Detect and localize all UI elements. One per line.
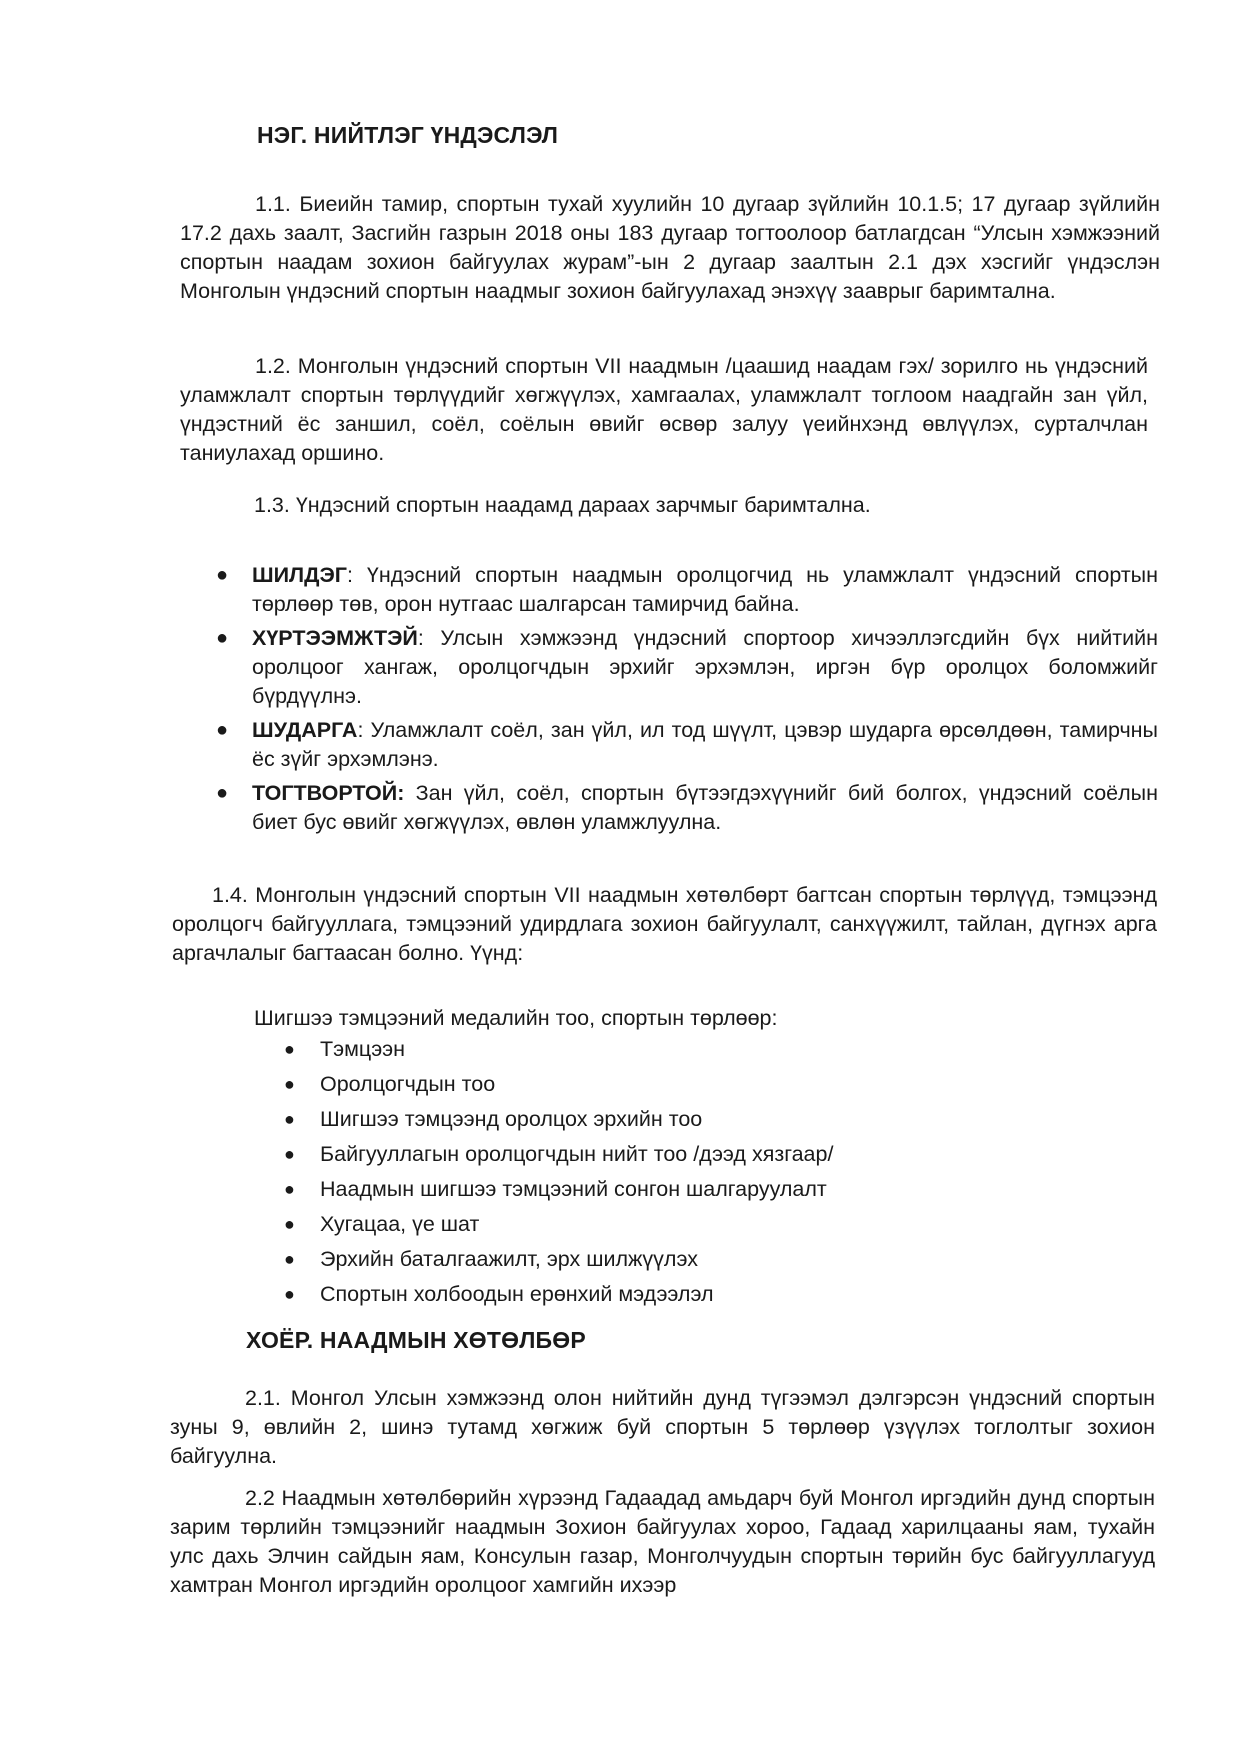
- paragraph-2-1: 2.1. Монгол Улсын хэмжээнд олон нийтийн дунд түгээмэл дэлгэрсэн үндэсний спортын зуны 9, өвлийн 2, шинэ тутамд хөгжиж буй спортын 5 төрлөөр үзүүлэх тоглолтыг зохион байгуулна.: [170, 1386, 1155, 1468]
- paragraph-1-3: 1.3. Үндэсний спортын наадамд дараах зарчмыг баримтална.: [254, 493, 871, 517]
- principle-item: [216, 779, 1158, 837]
- paragraph-1-2: 1.2. Монголын үндэсний спортын VII наадмын /цаашид наадам гэх/ зорилго нь үндэсний уламжлалт спортын төрлүүдийг хөгжүүлэх, хамгаалах, уламжлалт тоглоом наадгайн зан үйл, үндэстний ёс заншил, соёл, соёлын өвийг өсвөр залуу үеийнхэнд өвлүүлэх, сурталчлан таниулахад оршино.: [180, 354, 1148, 465]
- list-item: ● Спортын холбоодын ерөнхий мэдээлэл: [320, 1277, 1140, 1312]
- bullet-icon: ●: [284, 1284, 295, 1304]
- list-item: ● Наадмын шигшээ тэмцээний сонгон шалгаруулалт: [320, 1172, 1140, 1207]
- bullet-icon: ●: [284, 1109, 295, 1129]
- list-item: ● Байгууллагын оролцогчдын нийт тоо /дээд хязгаар/: [320, 1137, 1140, 1172]
- list-item: ● Эрхийн баталгаажилт, эрх шилжүүлэх: [320, 1242, 1140, 1277]
- list-item: ● Шигшээ тэмцээнд оролцох эрхийн тоо: [320, 1102, 1140, 1137]
- paragraph-1-1: 1.1. Биеийн тамир, спортын тухай хуулийн 10 дугаар зүйлийн 10.1.5; 17 дугаар зүйлийн 17.2 дахь заалт, Засгийн газрын 2018 оны 183 дугаар тогтоолоор батлагдсан “Улсын хэмжээний спортын наадам зохион байгуулах журам”-ын 2 дугаар заалтын 2.1 дэх хэсгийг үндэслэн Монголын үндэсний спортын наадмыг зохион байгуулахад энэхүү зааврыг баримтална.: [180, 192, 1160, 303]
- bullet-icon: ●: [216, 782, 229, 804]
- medal-info-list: [284, 1032, 1140, 1312]
- section-1-heading: НЭГ. НИЙТЛЭГ ҮНДЭСЛЭЛ: [257, 122, 559, 148]
- list-item: ● Тэмцээн: [320, 1032, 1140, 1067]
- list-item: ● Оролцогчдын тоо: [320, 1067, 1140, 1102]
- principle-item: [216, 561, 1158, 619]
- list-item: ● Хугацаа, үе шат: [320, 1207, 1140, 1242]
- paragraph-1-4: 1.4. Монголын үндэсний спортын VII наадмын хөтөлбөрт багтсан спортын төрлүүд, тэмцээнд оролцогч байгууллага, тэмцээний удирдлага зохион байгуулалт, санхүүжилт, тайлан, дүгнэх арга аргачлалыг багтаасан болно. Үүнд:: [172, 883, 1157, 965]
- bullet-icon: ●: [216, 564, 229, 586]
- principle-text: : Уламжлалт соёл, зан үйл, ил тод шүүлт, цэвэр шударга өрсөлдөөн, тамирчны ёс зүйг эрхэмлэнэ.: [252, 718, 1158, 771]
- bullet-icon: ●: [284, 1039, 295, 1059]
- principle-text: : Үндэсний спортын наадмын оролцогчид нь уламжлалт үндэсний спортын төрлөөр төв, орон нутгаас шалгарсан тамирчид байна.: [252, 563, 1158, 616]
- principle-term: ТОГТВОРТОЙ:: [252, 781, 405, 805]
- principle-term: ШИЛДЭГ: [252, 563, 347, 587]
- section-2-heading: ХОЁР. НААДМЫН ХӨТӨЛБӨР: [246, 1327, 586, 1353]
- bullet-icon: ●: [284, 1074, 295, 1094]
- principle-text: : Улсын хэмжээнд үндэсний спортоор хичээллэгсдийн бүх нийтийн оролцоог хангаж, оролцогчдын эрхийг эрхэмлэн, иргэн бүр оролцох боломжийг бүрдүүлнэ.: [252, 626, 1158, 708]
- bullet-icon: ●: [216, 627, 229, 649]
- bullet-icon: ●: [284, 1249, 295, 1269]
- bullet-icon: ●: [284, 1214, 295, 1234]
- principles-list: [216, 561, 1158, 837]
- principle-item: [216, 716, 1158, 774]
- bullet-icon: ●: [284, 1179, 295, 1199]
- principle-term: ХҮРТЭЭМЖТЭЙ: [252, 626, 418, 650]
- bullet-icon: ●: [216, 719, 229, 741]
- principle-text: Зан үйл, соёл, спортын бүтээгдэхүүнийг бий болгох, үндэсний соёлын биет бус өвийг хөгжүүлэх, өвлөн уламжлуулна.: [252, 781, 1158, 834]
- bullet-icon: ●: [284, 1144, 295, 1164]
- principle-item: [216, 624, 1158, 711]
- principle-term: ШУДАРГА: [252, 718, 358, 742]
- medal-intro: Шигшээ тэмцээний медалийн тоо, спортын төрлөөр:: [254, 1006, 778, 1030]
- paragraph-2-2: 2.2 Наадмын хөтөлбөрийн хүрээнд Гадаадад амьдарч буй Монгол иргэдийн дунд спортын зарим төрлийн тэмцээнийг наадмын Зохион байгуулах хороо, Гадаад харилцааны яам, тухайн улс дахь Элчин сайдын яам, Консулын газар, Монголчуудын спортын төрийн бус байгууллагууд хамтран Монгол иргэдийн оролцоог хамгийн ихээр: [170, 1486, 1155, 1597]
